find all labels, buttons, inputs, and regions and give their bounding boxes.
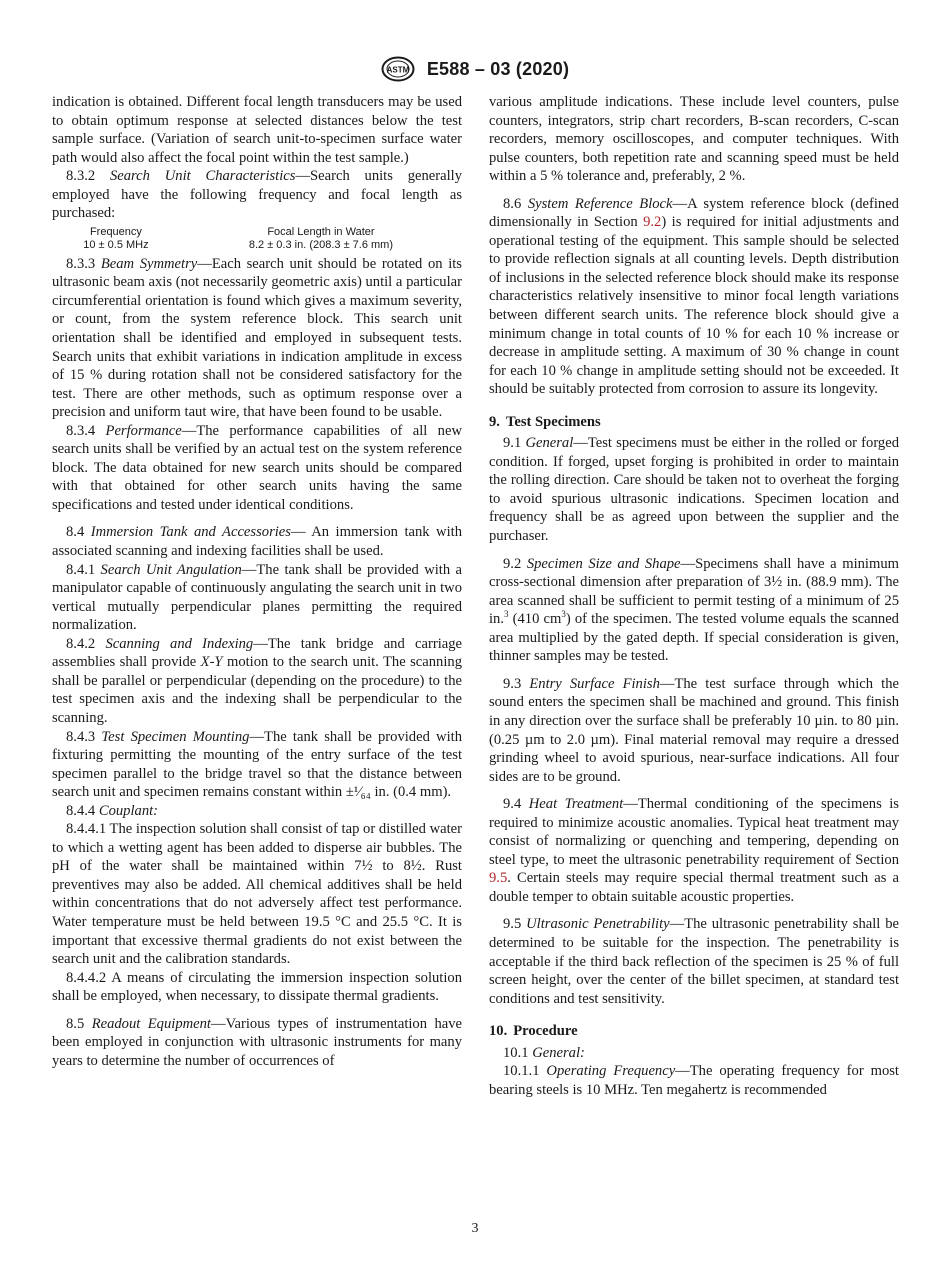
right-column xyxy=(489,93,899,1099)
section-8-4-1: 8.4.1 Search Unit Angulation—The tank shall be provided with a manipulator capable of continuously angulating the search unit in two vertical mutually perpendicular planes permitting the required normalization. xyxy=(52,561,462,634)
section-9-4: 9.4 Heat Treatment—Thermal conditioning of the specimens is required to minimize acoustic anomalies. Typical heat treatment may consist of normalizing or quenching and tempering, depending on steel type, to meet the ultrasonic penetrability requirement of Section 9.5. Certain steels may require special thermal treatment such as a double temper to obtain suitable acoustic properties. xyxy=(489,796,899,905)
section-8-4-4: 8.4.4 Couplant: xyxy=(66,802,159,819)
section-9-1: 9.1 General—Test specimens must be either in the rolled or forged condition. If forged, upset forging is prohibited in order to maintain the rolling direction. Care should be taken not to overheat the forging to avoid spurious ultrasonic indications. Specimen location and frequency shall be as agreed upon between the supplier and the purchaser. xyxy=(489,435,899,545)
frequency-table xyxy=(52,226,462,252)
section-8-5: 8.5 Readout Equipment—Various types of instrumentation have been employed in conjunction with ultrasonic instruments for many years to determine the number of occurrences of xyxy=(52,1015,462,1069)
section-10-heading: 10. Procedure xyxy=(489,1023,578,1040)
section-8-4-4-1: 8.4.4.1 The inspection solution shall consist of tap or distilled water to which a wetting agent has been added to disperse air bubbles. The pH of the water shall be maintained within 7½ to 8½. Rust preventives may also be added. All chemical additives shall be held within concentrations that do not adversely affect test performance. Water temperature must be held between 19.5 °C and 25.5 °C. It is important that excessive thermal gradients do not exist between the search unit and the calibration standards. xyxy=(52,821,462,968)
left-column xyxy=(52,93,462,1070)
section-8-6: 8.6 System Reference Block—A system reference block (defined dimensionally in Section 9.2) is required for initial adjustments and operational testing of the equipment. This sample should be selected to provide reflection signals at all counting levels. Depth distribution of inclusions in the selected reference block should make its response characteristics relatively insensitive to minor focal length variations between different search units. The reference block should give a minimum change in total counts of 10 % for each 10 % increase or decrease in amplitude setting. A maximum of 30 % change in count for each 10 % change in amplitude setting should not be exceeded. It should be suitably protected from corrosion to assure its longevity. xyxy=(489,195,899,398)
section-10-1-1: 10.1.1 Operating Frequency—The operating frequency for most bearing steels is 10 MHz. Ten megahertz is recommended xyxy=(489,1063,899,1098)
table-cell-focal-length: 8.2 ± 0.3 in. (208.3 ± 7.6 mm) xyxy=(248,238,393,251)
page-header xyxy=(0,56,950,82)
page-number: 3 xyxy=(471,1221,479,1236)
section-9-2: 9.2 Specimen Size and Shape—Specimens shall have a minimum cross-sectional dimension after preparation of 3½ in. (88.9 mm). The area scanned shall be sufficient to permit testing of a minimum of 25 in.$^3$ (410 $cm^3$) of the specimen. The tested volume equals the scanned area multiplied by the gated depth. If special consideration is given, thinner samples may be tested. xyxy=(489,555,899,665)
table-header-frequency: Frequency xyxy=(89,225,142,238)
document-designation: E588 – 03 (2020) xyxy=(426,58,570,79)
svg-text:ASTM: ASTM xyxy=(386,65,410,75)
table-header-focal-length: Focal Length in Water xyxy=(267,225,375,238)
section-9-5-link[interactable]: 9.5 xyxy=(489,870,508,887)
section-8-4-4-2: 8.4.4.2 A means of circulating the immersion inspection solution shall be employed, when necessary, to dissipate thermal gradients. xyxy=(52,969,462,1005)
section-8-4-2: 8.4.2 Scanning and Indexing—The tank bridge and carriage assemblies shall provide X-Y motion to the search unit. The scanning shall be parallel or perpendicular (depending on the procedure) to the test specimen axis and the indexing shall be perpendicular to the scanning. xyxy=(52,635,462,726)
section-9-5: 9.5 Ultrasonic Penetrability—The ultrasonic penetrability shall be determined to be suitable for the inspection. The penetrability is acceptable if the third back reflection of the specimen is 25 % of full screen height, over the center of the billet specimen, at standard test conditions and test sensitivity. xyxy=(489,916,899,1007)
section-8-4-3: 8.4.3 Test Specimen Mounting—The tank shall be provided with fixturing permitting the mounting of the entry surface of the test specimen parallel to the bridge travel so that the distance between search unit and specimen remains constant within ±¹⁄₆₄ in. (0.4 mm). xyxy=(52,728,463,801)
table-cell-frequency: 10 ± 0.5 MHz xyxy=(83,238,149,251)
section-8-4: 8.4 Immersion Tank and Accessories— An immersion tank with associated scanning and indexing facilities shall be used. xyxy=(52,524,462,560)
paragraph-continued-right: various amplitude indications. These include level counters, pulse counters, integrators, strip chart recorders, B-scan recorders, C-scan recorders, memory oscilloscopes, and computer techniques. With pulse counters, both repetition rate and scanning speed must be held within a 5 % tolerance and, preferably, 2 %. xyxy=(489,94,899,185)
section-9-heading: 9. Test Specimens xyxy=(489,413,601,430)
section-10-1: 10.1 General: xyxy=(503,1044,585,1061)
paragraph-continued: indication is obtained. Different focal length transducers may be used to obtain optimum response at selected distances below the test sample surface. (Variation of search unit-to-specimen surface water path would also affect the focal point within the test sample.) xyxy=(52,94,462,166)
astm-logo-icon xyxy=(381,56,415,82)
section-8-3-3: 8.3.3 Beam Symmetry—Each search unit should be rotated on its ultrasonic beam axis (not necessarily geometric axis) until a particular circumferential orientation is found which gives a maximum severity, or count, from the system reference block. This search unit orientation shall be identified and employed in subsequent tests. Search units that exhibit variations in indication amplitude in excess of 15 % during rotation shall not be considered satisfactory for the test. There are other methods, such as optimum response over a precision and uniform taut wire, that have been found to be usable. xyxy=(52,255,462,421)
section-8-3-4: 8.3.4 Performance—The performance capabilities of all new search units shall be verified by an actual test on the system reference block. The data obtained for new search units should be compared with that obtained for other search units having the same specifications and tested under identical conditions. xyxy=(52,422,462,513)
section-9-2-link[interactable]: 9.2 xyxy=(643,214,662,231)
section-9-3: 9.3 Entry Surface Finish—The test surface through which the sound enters the specimen shall be machined and ground. This finish in any direction over the surface shall be preferably 10 µin. to 80 µin. (0.25 µm to 2.0 µm). Final material removal may require a dressed grinding wheel to avoid spurious, near-surface indications. All four sides are to be ground. xyxy=(489,675,899,785)
section-8-3-2: 8.3.2 Search Unit Characteristics—Search units generally employed have the following frequency and focal length as purchased: xyxy=(52,168,462,222)
